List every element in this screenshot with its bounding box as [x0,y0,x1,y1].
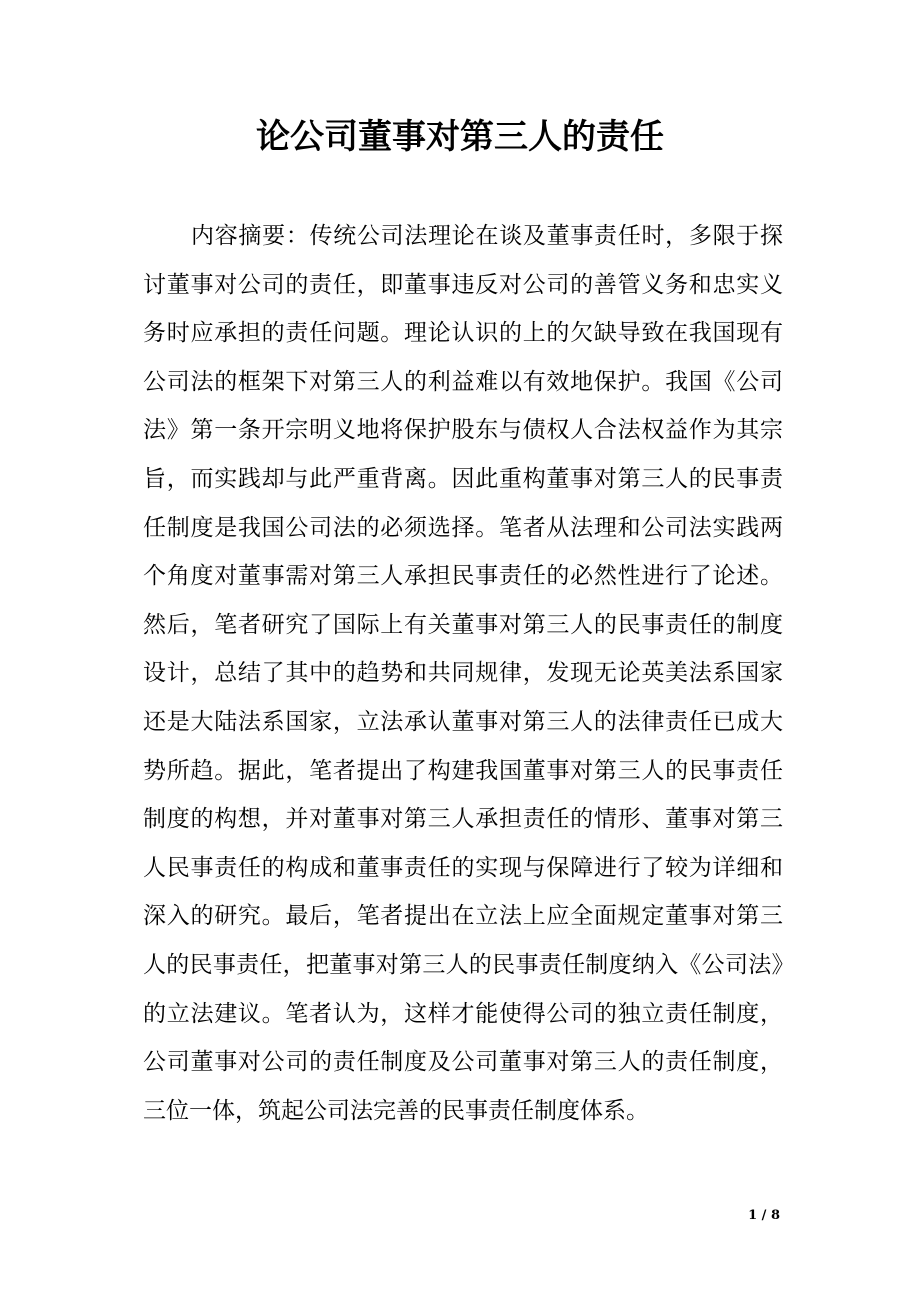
page-number: 1 / 8 [748,1208,780,1223]
page-title: 论公司董事对第三人的责任 [256,117,664,157]
abstract-paragraph: 内容摘要：传统公司法理论在谈及董事责任时，多限于探讨董事对公司的责任，即董事违反对公司的善管义务和忠实义务时应承担的责任问题。理论认识的上的欠缺导致在我国现有公司法的框架下对第三人的利益难以有效地保护。我国《公司法》第一条开宗明义地将保护股东与债权人合法权益作为其宗旨，而实践却与此严重背离。因此重构董事对第三人的民事责任制度是我国公司法的必须选择。笔者从法理和公司法实践两个角度对董事需对第三人承担民事责任的必然性进行了论述。然后，笔者研究了国际上有关董事对第三人的民事责任的制度设计，总结了其中的趋势和共同规律，发现无论英美法系国家还是大陆法系国家，立法承认董事对第三人的法律责任已成大势所趋。据此，笔者提出了构建我国董事对第三人的民事责任制度的构想，并对董事对第三人承担责任的情形、董事对第三人民事责任的构成和董事责任的实现与保障进行了较为详细和深入的研究。最后，笔者提出在立法上应全面规定董事对第三人的民事责任，把董事对第三人的民事责任制度纳入《公司法》的立法建议。笔者认为，这样才能使得公司的独立责任制度，公司董事对公司的责任制度及公司董事对第三人的责任制度，三位一体，筑起公司法完善的民事责任制度体系。 [143,223,783,1124]
